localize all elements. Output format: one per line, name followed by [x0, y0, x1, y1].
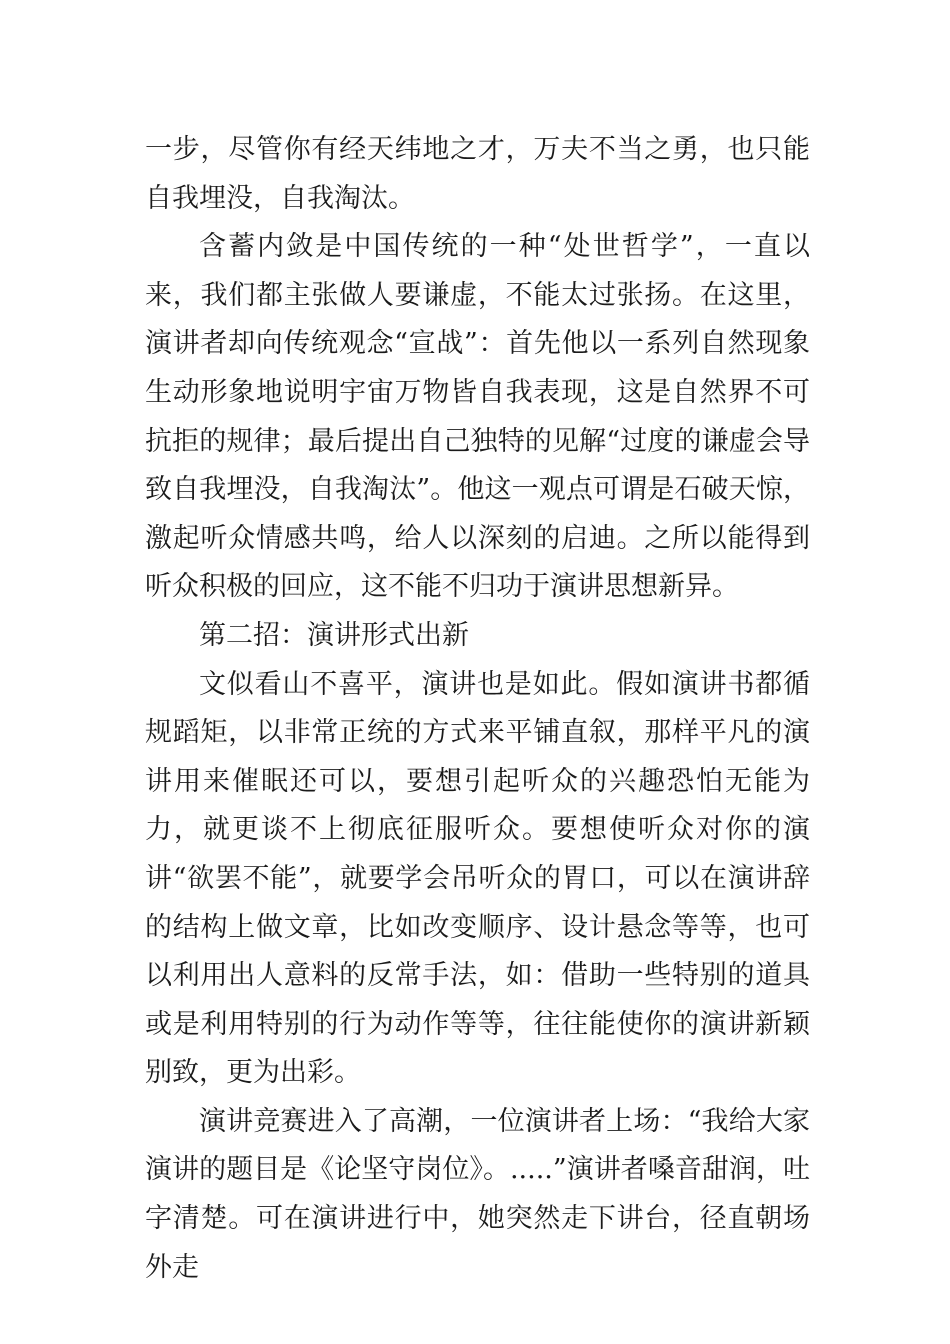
paragraph-humility: 含蓄内敛是中国传统的一种“处世哲学”，一直以来，我们都主张做人要谦虚，不能太过张扬。在这里，演讲者却向传统观念“宣战”：首先他以一系列自然现象生动形象地说明宇宙万物皆自我表现，这是自然界不可抗拒的规律；最后提出自己独特的见解“过度的谦虚会导致自我埋没，自我淘汰”。他这一观点可谓是石破天惊，激起听众情感共鸣，给人以深刻的启迪。之所以能得到听众积极的回应，这不能不归功于演讲思想新异。	[145, 231, 810, 603]
paragraph-form: 文似看山不喜平，演讲也是如此。假如演讲书都循规蹈矩，以非常正统的方式来平铺直叙，那样平凡的演讲用来催眠还可以，要想引起听众的兴趣恐怕无能为力，就更谈不上彻底征服听众。要想使听众对你的演讲“欲罢不能”，就要学会吊听众的胃口，可以在演讲辞的结构上做文章，比如改变顺序、设计悬念等等，也可以利用出人意料的反常手法，如：借助一些特别的道具或是利用特别的行为动作等等，往往能使你的演讲新颖别致，更为出彩。	[145, 668, 810, 1089]
paragraph-continuation: 一步，尽管你有经天纬地之才，万夫不当之勇，也只能自我埋没，自我淘汰。	[145, 134, 810, 214]
document-body	[145, 126, 810, 1292]
paragraph-example: 演讲竞赛进入了高潮，一位演讲者上场：“我给大家演讲的题目是《论坚守岗位》。.....”演讲者嗓音甜润，吐字清楚。可在演讲进行中，她突然走下讲台，径直朝场外走	[145, 1105, 810, 1283]
section-heading: 第二招：演讲形式出新	[199, 619, 469, 651]
